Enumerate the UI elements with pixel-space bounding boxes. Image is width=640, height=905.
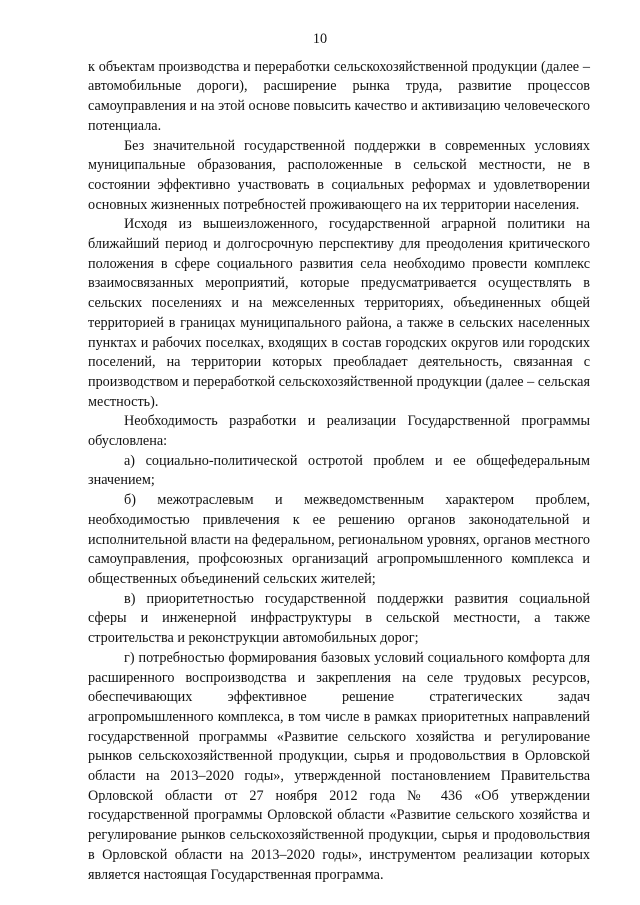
paragraph-program-necessity: Необходимость разработки и реализации Государственной программы обусловлена:	[88, 413, 590, 450]
list-item-v: в) приоритетностью государственной поддержки развития социальной сферы и инженерной инфраструктуры в сельской местности, а также строительства и реконструкции автомобильных дорог;	[88, 590, 590, 647]
list-item-g: г) потребностью формирования базовых условий социального комфорта для расширенного воспроизводства и закрепления на селе трудовых ресурсов, обеспечивающих эффективное решение стратегических задач агропромышленного комплекса, в том числе в рамках приоритетных направлений государственной программы «Развитие сельского хозяйства и регулирование рынков сельскохозяйственной продукции, сырья и продовольствия в Орловской области на 2013–2020 годы», утвержденной постановлением Правительства Орловской области от 27 ноября 2012 года № 436 «Об утверждении государственной программы Орловской области «Развитие сельского хозяйства и регулирование рынков сельскохозяйственной продукции, сырья и продовольствия в Орловской области на 2013–2020 годы», инструментом реализации которых является настоящая Государственная программа.	[88, 649, 590, 883]
paragraph-agrarian-policy: Исходя из вышеизложенного, государственной аграрной политики на ближайший период и долгосрочную перспективу для преодоления критического положения в сфере социального развития села необходимо провести комплекс взаимосвязанных мероприятий, которые предусматривается осуществлять в сельских поселениях и на межселенных территориях, объединенных общей территорией в границах муниципального района, а также в сельских населенных пунктах и рабочих поселках, входящих в состав городских округов или городских поселений, на территории которых преобладает деятельность, связанная с производством и переработкой сельскохозяйственной продукции (далее – сельская местность).	[88, 216, 590, 410]
paragraph-continuation: к объектам производства и переработки сельскохозяйственной продукции (далее – автомобильные дороги), расширение рынка труда, развитие процессов самоуправления и на этой основе повысить качество и активизацию человеческого потенциала.	[88, 58, 590, 134]
page-number: 10	[312, 31, 328, 47]
list-item-a: а) социально-политической остротой проблем и ее общефедеральным значением;	[88, 452, 590, 489]
list-item-b: б) межотраслевым и межведомственным характером проблем, необходимостью привлечения к ее решению органов законодательной и исполнительной власти на федеральном, региональном уровнях, органов местного самоуправления, профсоюзных организаций агропромышленного комплекса и общественных объединений сельских жителей;	[88, 492, 590, 587]
paragraph-state-support: Без значительной государственной поддержки в современных условиях муниципальные образования, расположенные в сельской местности, не в состоянии эффективно участвовать в социальных реформах и удовлетворении основных жизненных потребностей проживающего на их территории населения.	[88, 137, 590, 213]
